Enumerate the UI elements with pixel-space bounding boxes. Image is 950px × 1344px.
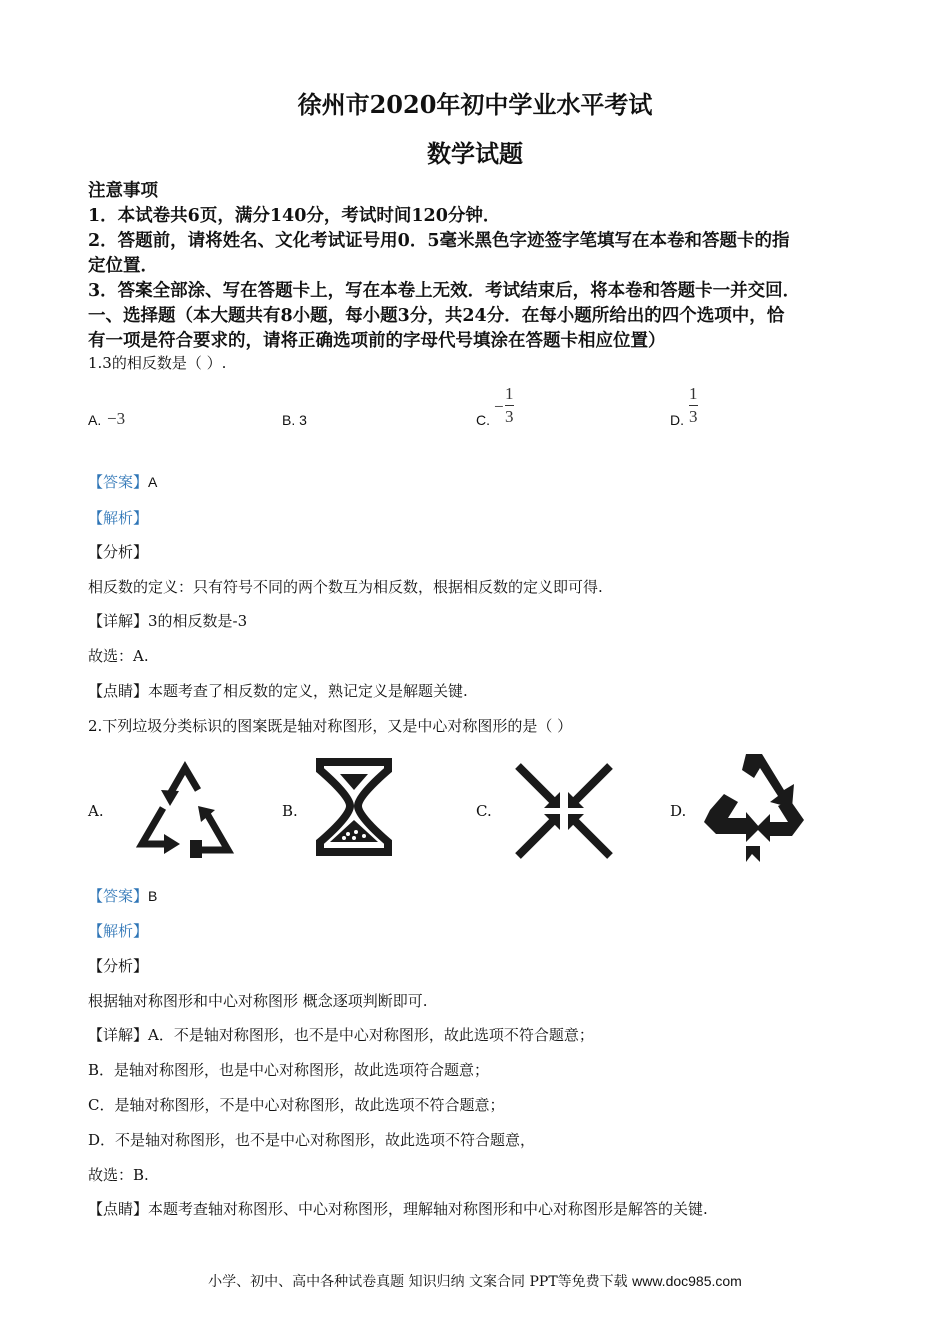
q2-detail-c: C．是轴对称图形，不是中心对称图形，故此选项不符合题意；: [88, 1096, 505, 1114]
footer-text: 小学、初中、高中各种试卷真题 知识归纳 文案合同 PPT等免费下载: [208, 1274, 628, 1290]
four-arrows-inward-icon: [514, 762, 614, 860]
fraction-numerator: 1: [505, 384, 514, 403]
q1-option-a-label: A.: [88, 412, 102, 428]
q2-fenxi-tag: 【分析】: [88, 957, 149, 975]
fraction-bar: [505, 405, 514, 406]
q1-answer: [88, 471, 157, 492]
q2-comment: 【点睛】本题考查轴对称图形、中心对称图形，理解轴对称图形和中心对称图形是解答的关键.: [88, 1200, 708, 1218]
notes-item-3: 3．答案全部涂、写在答题卡上，写在本卷上无效．考试结束后，将本卷和答题卡一并交回．: [88, 281, 801, 301]
q1-option-a-value: −3: [107, 409, 126, 428]
q1-analysis-tag: 【解析】: [88, 509, 149, 527]
q1-option-b: B. 3: [282, 412, 307, 428]
q2-detail-b: B．是轴对称图形，也是中心对称图形，故此选项符合题意；: [88, 1061, 490, 1079]
q1-comment: 【点睛】本题考查了相反数的定义，熟记定义是解题关键.: [88, 682, 468, 700]
fraction-numerator: 1: [689, 384, 698, 403]
q1-option-c-label: C.: [476, 412, 490, 428]
q1-option-c-sign: −: [494, 397, 504, 416]
q2-stem: 2.下列垃圾分类标识的图案既是轴对称图形，又是中心对称图形的是（ ）: [88, 717, 573, 735]
q2-option-c-label: C.: [476, 802, 492, 820]
q1-choose: 故选：A.: [88, 647, 149, 665]
fraction-bar: [689, 405, 698, 406]
footer-site-link[interactable]: www.doc985.com: [632, 1273, 742, 1289]
answer-value: A: [148, 474, 158, 490]
q2-option-a-label: A.: [88, 802, 104, 820]
q1-option-d-label: D.: [670, 412, 684, 428]
page-footer: [0, 1271, 950, 1291]
q2-detail-a: 【详解】A．不是轴对称图形，也不是中心对称图形，故此选项不符合题意；: [88, 1026, 594, 1044]
notes-heading: 注意事项: [88, 181, 158, 201]
page-subtitle: 数学试题: [427, 139, 523, 168]
fraction-denominator: 3: [689, 407, 698, 426]
section-1-line-2: 有一项是符合要求的，请将正确选项前的字母代号填涂在答题卡相应位置）: [88, 331, 666, 351]
q1-stem: 1.3的相反数是（ ）.: [88, 354, 227, 372]
notes-item-1: 1．本试卷共6页，满分140分，考试时间120分钟．: [88, 206, 501, 226]
q2-choose: 故选：B.: [88, 1166, 149, 1184]
q2-answer: [88, 885, 157, 906]
q1-option-c-fraction: [505, 385, 514, 426]
q2-option-d-label: D.: [670, 802, 687, 820]
recycle-bold-arrows-icon: [702, 750, 806, 862]
answer-tag: 【答案】: [88, 887, 149, 905]
answer-value: B: [148, 888, 158, 904]
q2-analysis-text: 根据轴对称图形和中心对称图形 概念逐项判断即可.: [88, 992, 428, 1010]
q1-fenxi-tag: 【分析】: [88, 543, 149, 561]
recycle-triangle-arrows-icon: [128, 756, 242, 858]
q1-detail: 【详解】3的相反数是-3: [88, 612, 248, 630]
notes-item-2-line-2: 定位置．: [88, 256, 158, 276]
q1-option-d-fraction: [689, 385, 698, 426]
fraction-denominator: 3: [505, 407, 514, 426]
q2-option-b-label: B.: [282, 802, 298, 820]
q2-detail-d: D．不是轴对称图形，也不是中心对称图形，故此选项不符合题意，: [88, 1131, 536, 1149]
hourglass-icon: [314, 756, 394, 858]
section-1-line-1: 一、选择题（本大题共有8小题，每小题3分，共24分．在每小题所给出的四个选项中，恰: [88, 306, 785, 326]
notes-item-2-line-1: 2．答题前，请将姓名、文化考试证号用0．5毫米黑色字迹签字笔填写在本卷和答题卡的指: [88, 231, 790, 251]
page-title: 徐州市2020年初中学业水平考试: [297, 90, 653, 119]
q1-analysis-text: 相反数的定义：只有符号不同的两个数互为相反数，根据相反数的定义即可得.: [88, 578, 603, 596]
answer-tag: 【答案】: [88, 473, 149, 491]
q2-analysis-tag: 【解析】: [88, 922, 149, 940]
